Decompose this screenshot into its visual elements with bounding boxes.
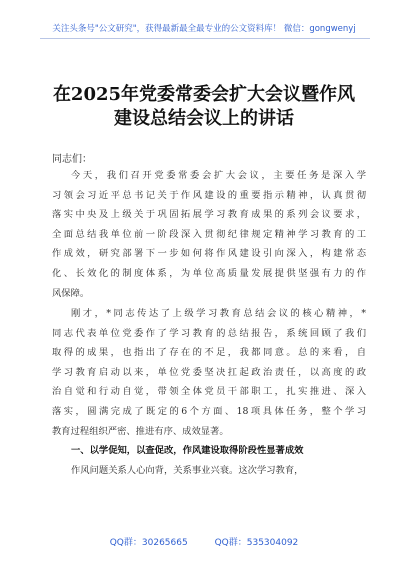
paragraph-line: 习领会习近平总书记关于作风建设的重要指示精神，认真贯彻	[52, 189, 366, 201]
header-divider	[40, 38, 370, 39]
paragraph-line: 学习教育启动以来，单位党委坚决扛起政治责任，以高度的政	[52, 366, 366, 378]
header-notice: 关注头条号"公文研究"，获得最新最全最专业的公文资料库！ 微信：gongwenyj	[52, 24, 356, 34]
paragraph-line: 治自觉和行动自觉，带领全体党员干部职工，扎实推进、深入	[52, 386, 366, 398]
salutation: 同志们：	[52, 154, 92, 165]
footer-contact	[0, 535, 408, 548]
paragraph-line: 刚才，*同志传达了上级学习教育总结会议的核心精神，*	[71, 308, 366, 319]
paragraph-line: 风保障。	[52, 287, 90, 299]
section-heading-text: 一、以学促知，以查促改，作风建设取得阶段性显著成效	[71, 445, 304, 456]
paragraph-line: 作风问题关系人心向背，关系事业兴衰。这次学习教育，	[71, 465, 304, 476]
paragraph-line: 取得的成果，也指出了存在的不足，我都同意。总的来看，自	[52, 347, 366, 359]
paragraph-line: 落实，圆满完成了既定的6个方面、18项具体任务，整个学习	[52, 405, 366, 417]
paragraph-line: 作成效，研究部署下一步如何将作风建设引向深入，构建常态	[52, 248, 366, 260]
paragraph-2	[52, 304, 366, 441]
paragraph-line: 同志代表单位党委作了学习教育的总结报告，系统回顾了我们	[52, 327, 366, 339]
footer-qq-group-1: QQ群：30265665	[109, 538, 188, 548]
paragraph-line: 化、长效化的制度体系，为单位高质量发展提供坚强有力的作	[52, 267, 366, 279]
section-heading	[52, 441, 366, 461]
footer-qq-group-2: QQ群：535304092	[214, 538, 299, 548]
paragraph-3	[52, 461, 366, 481]
paragraph-line: 今天，我们召开党委常委会扩大会议，主要任务是深入学	[71, 170, 366, 181]
title-line-2: 建设总结会议上的讲话	[114, 108, 294, 129]
paragraph-line: 落实中央及上级关于巩固拓展学习教育成果的系列会议要求，	[52, 209, 366, 221]
paragraph-line: 全面总结我单位前一阶段深入贯彻纪律规定精神学习教育的工	[52, 228, 366, 240]
paragraph-line: 教育过程组织严密、推进有序、成效显著。	[52, 425, 229, 437]
paragraph-1	[52, 166, 366, 303]
document-title	[28, 83, 380, 131]
title-line-1: 在2025年党委常委会扩大会议暨作风	[52, 84, 356, 105]
